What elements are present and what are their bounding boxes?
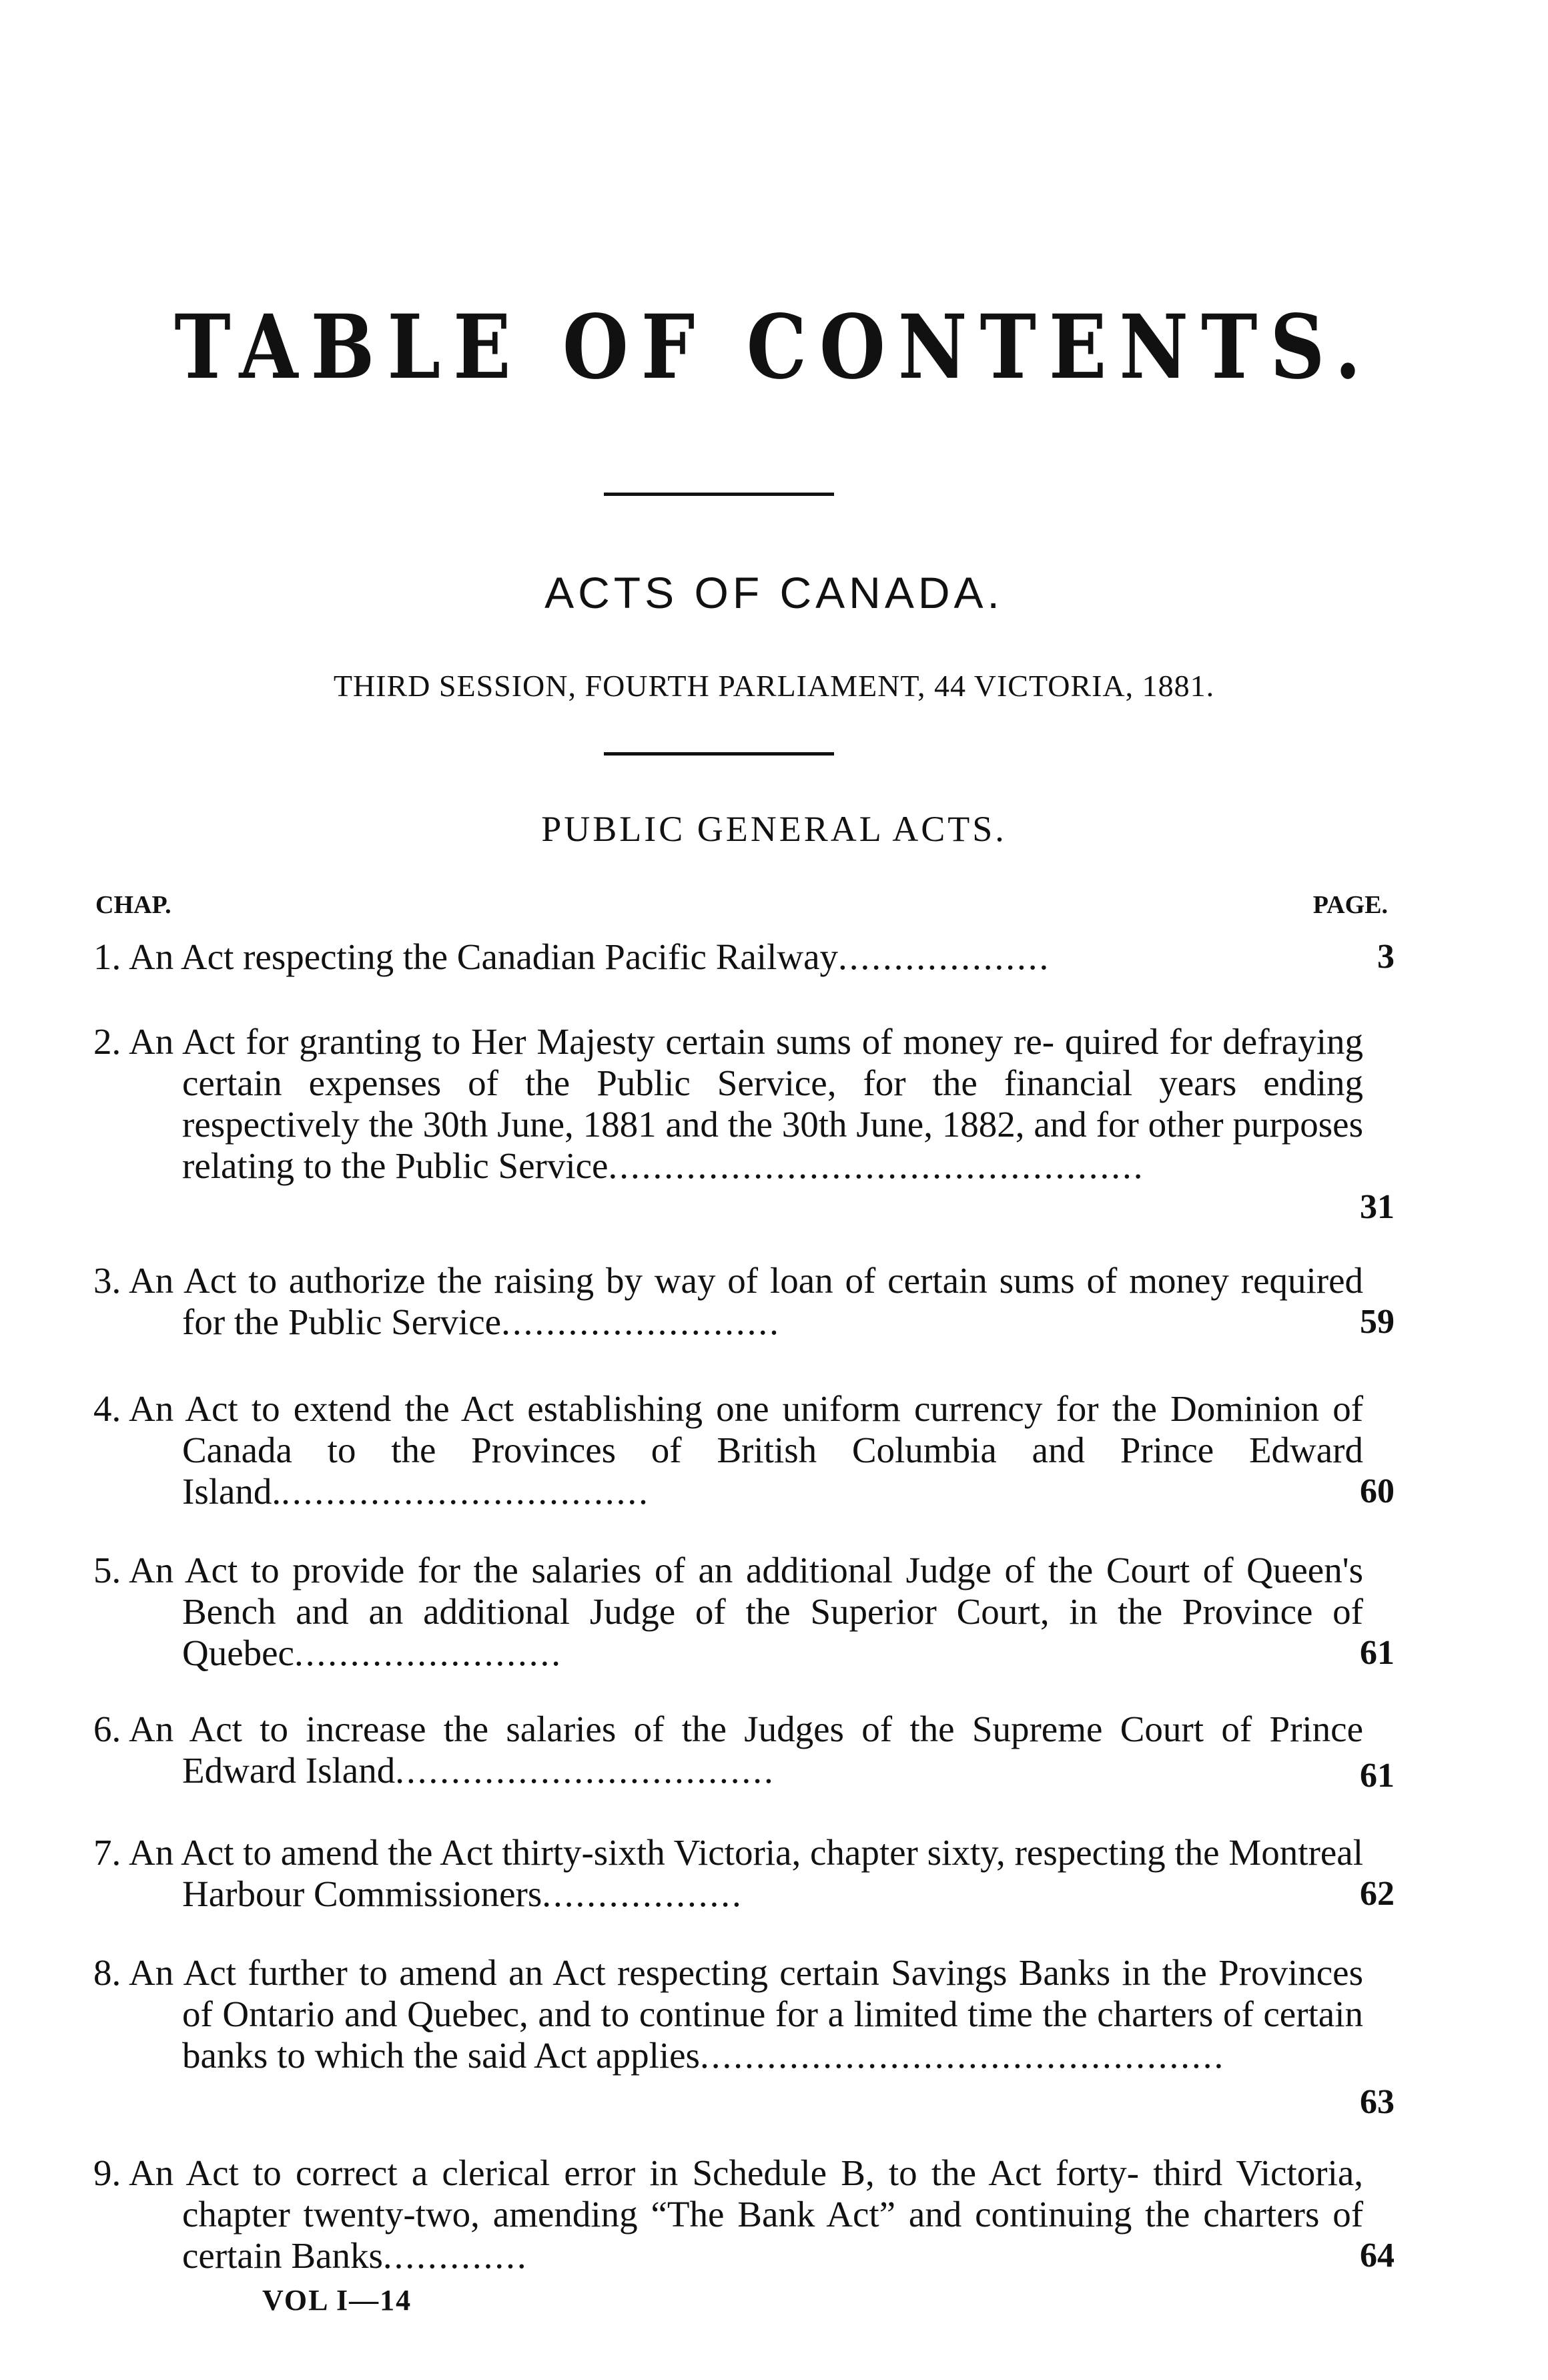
acts-heading: ACTS OF CANADA. [544, 568, 1004, 617]
entry-line: quired for defraying certain expenses of the Public Service, for [182, 1021, 1364, 1103]
toc-entry [93, 1709, 1395, 1795]
page-number: 3 [1377, 938, 1395, 976]
page-number: 62 [1360, 1875, 1395, 1913]
entry-line: An Act further to amend an Act respecting certain Savings Banks [129, 1952, 1111, 1993]
page-number: 31 [1360, 1188, 1395, 1226]
toc-entry [93, 1550, 1395, 1674]
page-number: 64 [1360, 2237, 1395, 2275]
page-number: 59 [1360, 1303, 1395, 1341]
toc-entry [93, 1260, 1395, 1343]
chapter-number: 5. [93, 1550, 121, 1590]
page-number: 61 [1360, 1634, 1395, 1672]
entry-title [129, 1550, 1364, 1674]
chapter-number: 6. [93, 1709, 121, 1749]
chapter-number: 1. [93, 936, 121, 977]
entry-line: money required for the Public Service [182, 1260, 1364, 1342]
entry-line: An Act respecting the Canadian Pacific Railway [129, 936, 838, 977]
entry-line: An Act to amend the Act thirty-sixth Victoria, chapter sixty, [129, 1832, 1006, 1873]
entry-title [129, 1832, 1363, 1915]
entry-title [129, 2152, 1364, 2277]
entry-line: and Prince Edward Island. [182, 1430, 1364, 1512]
entry-line: An Act to correct a clerical error in Schedule B, to the Act forty- [129, 2152, 1140, 2193]
entry-line: respecting the Montreal Harbour Commissioners [182, 1832, 1363, 1914]
section-heading: PUBLIC GENERAL ACTS. [541, 809, 1007, 849]
title-divider [604, 493, 834, 496]
dot-leader: ........................ [294, 1632, 562, 1673]
dot-leader: ................................. [281, 1471, 650, 1512]
entry-line: Court of Queen's Bench and an additional Judge of the [182, 1550, 1364, 1632]
chapter-number: 2. [93, 1021, 121, 1062]
page-number: 61 [1360, 1757, 1395, 1795]
page-number: 60 [1360, 1472, 1395, 1510]
entry-line: limited time the charters of certain banks to which the said [182, 1994, 1363, 2076]
chapter-number: 3. [93, 1260, 121, 1301]
dot-leader: ......................... [501, 1301, 781, 1342]
chapter-number: 8. [93, 1952, 121, 1993]
entry-line: An Act to increase the salaries of the Judges of the Supreme [129, 1709, 1103, 1749]
volume-signature: VOL I—14 [262, 2284, 412, 2317]
entry-line: An Act for granting to Her Majesty certain sums of money re- [129, 1021, 1055, 1062]
toc-entry [93, 1952, 1395, 2121]
chapter-number: 7. [93, 1832, 121, 1873]
toc-entry [93, 1832, 1395, 1915]
toc-entry [93, 1021, 1395, 1228]
session-line: THIRD SESSION, FOURTH PARLIAMENT, 44 VICTORIA, 1881. [333, 669, 1215, 703]
entry-line: An Act to extend the Act establishing one uniform currency for [129, 1388, 1099, 1429]
entry-line: the 30th June, 1882, and for other purposes relating to the [182, 1104, 1363, 1186]
column-header-page: PAGE. [1312, 891, 1388, 919]
entry-title [129, 1952, 1363, 2076]
page-title: TABLE OF CONTENTS. [174, 296, 1374, 399]
toc-entry [93, 1388, 1395, 1512]
session-divider [604, 752, 834, 756]
entry-title [129, 1709, 1363, 1791]
dot-leader: ............................................... [699, 2035, 1226, 2076]
entry-line: Court of Prince Edward Island [182, 1709, 1363, 1791]
column-header-chap: CHAP. [95, 891, 171, 919]
entry-line: third Victoria, chapter twenty-two, amending “The Bank [182, 2152, 1364, 2235]
entry-line: the financial years ending respectively the 30th June, 1881 and [182, 1063, 1363, 1145]
dot-leader: ................................................ [608, 1145, 1145, 1186]
dot-leader: .................................. [395, 1750, 775, 1791]
toc-entry [93, 936, 1395, 978]
toc-entry [93, 2152, 1395, 2277]
entry-line: An Act to authorize the raising by way of loan of certain sums of [129, 1260, 1118, 1301]
entry-line: Public Service [395, 1145, 609, 1186]
dot-leader: ............. [382, 2235, 528, 2276]
chapter-number: 9. [93, 2152, 121, 2193]
entry-title [129, 1260, 1364, 1343]
entry-line: Act” and continuing the charters of certain Banks [182, 2194, 1364, 2276]
entry-line: Act applies [534, 2035, 700, 2076]
entry-title [129, 1021, 1364, 1187]
dot-leader: .................. [542, 1873, 743, 1914]
dot-leader: ................... [838, 936, 1051, 977]
entry-title [129, 936, 1363, 978]
entry-line: the Dominion of Canada to the Provinces of British Columbia [182, 1388, 1364, 1470]
chapter-number: 4. [93, 1388, 121, 1429]
page-number: 63 [1360, 2083, 1395, 2121]
entry-line: Superior Court, in the Province of Quebec [182, 1591, 1363, 1673]
entry-title [129, 1388, 1364, 1512]
entry-line: An Act to provide for the salaries of an additional Judge of the [129, 1550, 1094, 1590]
entry-line: in the Provinces of Ontario and Quebec, and to continue for a [182, 1952, 1363, 2034]
